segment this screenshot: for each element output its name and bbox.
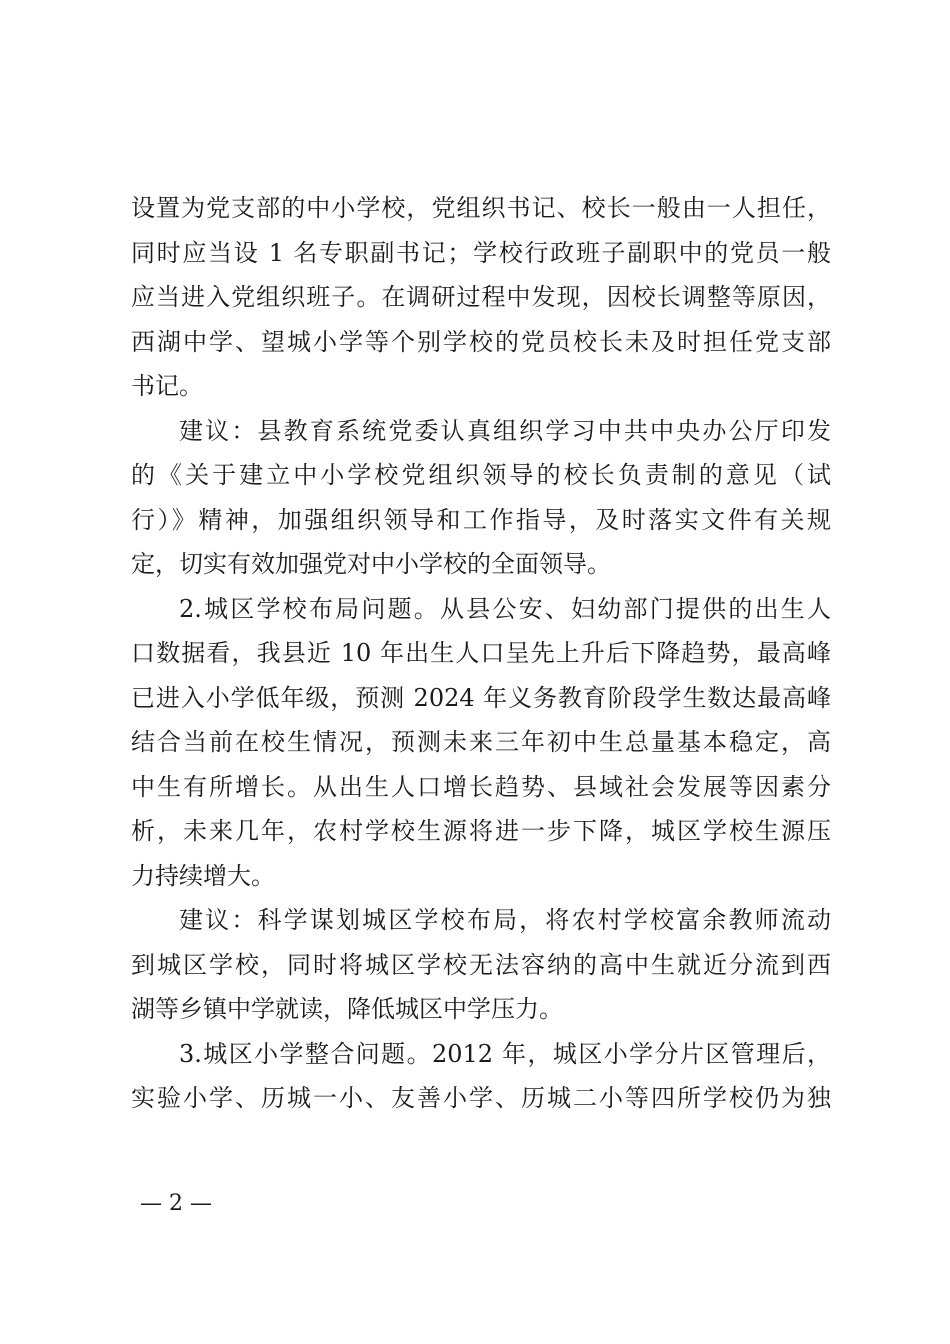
text-line: 定，切实有效加强党对中小学校的全面领导。 [131,550,611,578]
text-line: 2.城区学校布局问题。从县公安、妇幼部门提供的出生人 [179,594,831,623]
text-line: 中生有所增长。从出生人口增长趋势、县域社会发展等因素分 [131,772,831,801]
paragraph-primary-merge [131,1032,831,1121]
paragraph-suggestion-2 [131,898,831,1032]
text-line: 的《关于建立中小学校党组织领导的校长负责制的意见（试 [131,461,831,489]
text-line: 结合当前在校生情况，预测未来三年初中生总量基本稳定，高 [131,728,831,756]
paragraph-suggestion-1 [131,409,831,587]
text-line: 设置为党支部的中小学校，党组织书记、校长一般由一人担任， [131,194,831,222]
text-line: 建议：科学谋划城区学校布局，将农村学校富余教师流动 [179,906,831,934]
text-line: 3.城区小学整合问题。2012 年，城区小学分片区管理后， [179,1039,831,1068]
text-line: 西湖中学、望城小学等个别学校的党员校长未及时担任党支部 [131,327,831,356]
page-number: — 2 — [140,1191,212,1216]
text-line: 书记。 [131,372,203,400]
text-line: 实验小学、历城一小、友善小学、历城二小等四所学校仍为独 [131,1084,831,1112]
text-line: 到城区学校，同时将城区学校无法容纳的高中生就近分流到西 [131,950,831,979]
text-line: 湖等乡镇中学就读，降低城区中学压力。 [131,995,563,1023]
paragraph-school-layout [131,587,831,899]
text-line: 行）》精神，加强组织领导和工作指导，及时落实文件有关规 [131,505,831,534]
text-line: 析，未来几年，农村学校生源将进一步下降，城区学校生源压 [131,817,831,845]
text-line: 口数据看，我县近 10 年出生人口呈先上升后下降趋势，最高峰 [131,639,831,667]
paragraph-party-branch [131,186,831,409]
text-line: 力持续增大。 [131,861,275,890]
text-line: 已进入小学低年级，预测 2024 年义务教育阶段学生数达最高峰 [131,683,831,712]
text-line: 应当进入党组织班子。在调研过程中发现，因校长调整等原因， [131,283,831,311]
text-line: 建议：县教育系统党委认真组织学习中共中央办公厅印发 [179,416,831,445]
text-line: 同时应当设 1 名专职副书记；学校行政班子副职中的党员一般 [131,238,831,267]
document-body [131,186,831,1121]
